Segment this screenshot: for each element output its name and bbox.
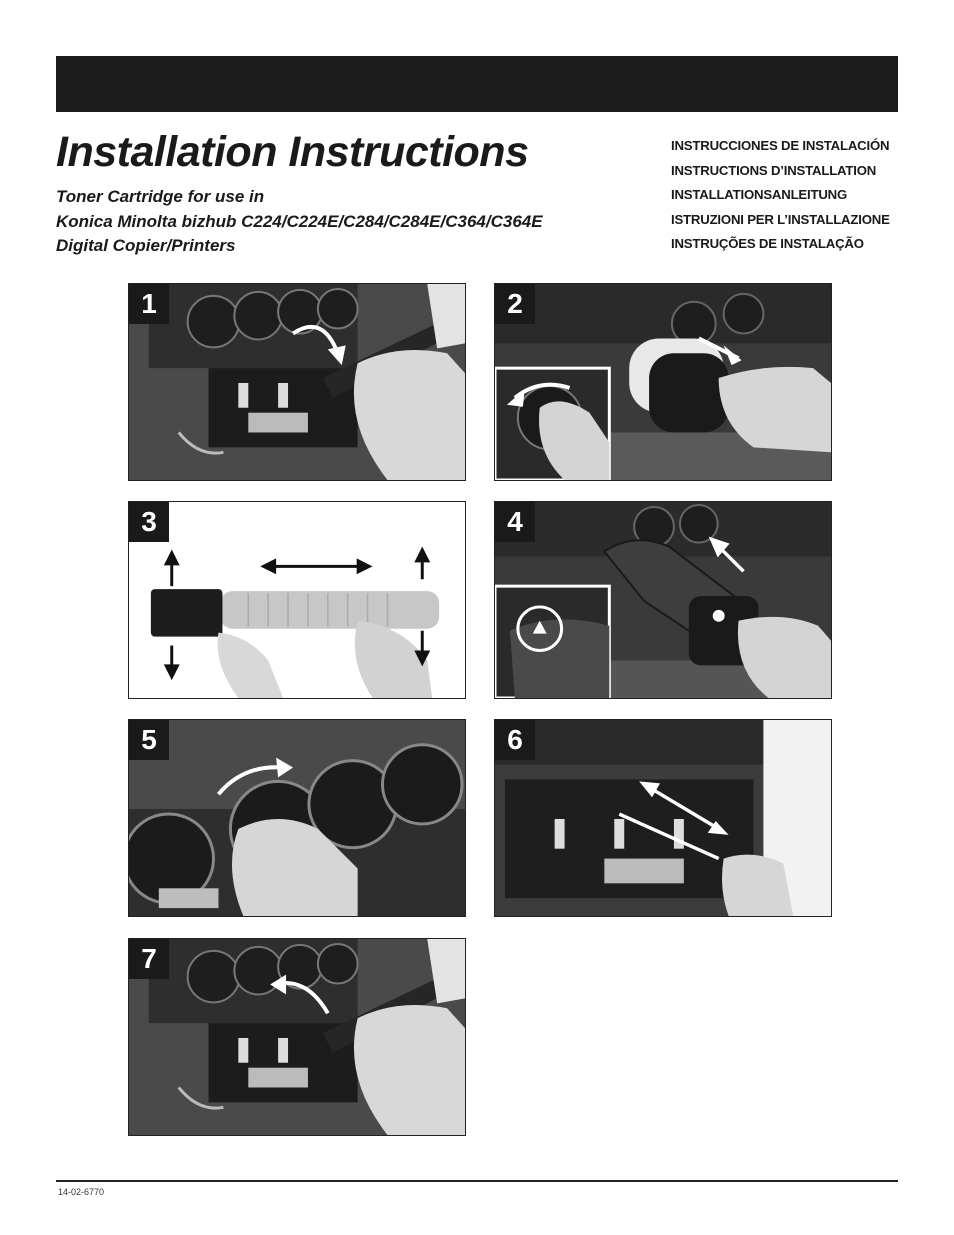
step-2-illustration [495, 284, 831, 480]
title-italian: ISTRUZIONI PER L’INSTALLAZIONE [671, 211, 890, 227]
footer-rule [56, 1180, 898, 1182]
step-5-photo [128, 719, 466, 917]
subtitle-line: Toner Cartridge for use in [56, 187, 265, 206]
step-1-photo [128, 283, 466, 481]
step-5-illustration [129, 720, 465, 916]
step-3-photo [128, 501, 466, 699]
step-number-badge: 6 [495, 720, 535, 760]
title-portuguese: INSTRUÇÕES DE INSTALAÇÃO [671, 236, 864, 251]
step-2-photo [494, 283, 832, 481]
step-1-illustration [129, 284, 465, 480]
translated-titles [671, 134, 911, 257]
step-number-badge: 5 [129, 720, 169, 760]
step-6-illustration [495, 720, 831, 916]
step-number-badge: 1 [129, 284, 169, 324]
step-3-illustration [129, 502, 465, 698]
step-number-badge: 2 [495, 284, 535, 324]
step-number-badge: 7 [129, 939, 169, 979]
product-subtitle [56, 185, 666, 259]
step-7-illustration [129, 939, 465, 1135]
step-6-photo [494, 719, 832, 917]
document-code: 14-02-6770 [58, 1187, 105, 1197]
step-7-photo [128, 938, 466, 1136]
header-bar [56, 56, 898, 112]
step-4-photo [494, 501, 832, 699]
title-french: INSTRUCTIONS D’INSTALLATION [671, 162, 877, 178]
step-number-badge: 3 [129, 502, 169, 542]
subtitle-line: Konica Minolta bizhub C224/C224E/C284/C284E/C364/C364E [56, 211, 543, 231]
subtitle-line: Digital Copier/Printers [56, 236, 236, 255]
page-title: Installation Instructions [56, 128, 529, 176]
step-number-badge: 4 [495, 502, 535, 542]
title-spanish: INSTRUCCIONES DE INSTALACIÓN [671, 138, 890, 153]
title-german: INSTALLATIONSANLEITUNG [671, 187, 848, 202]
step-4-illustration [495, 502, 831, 698]
